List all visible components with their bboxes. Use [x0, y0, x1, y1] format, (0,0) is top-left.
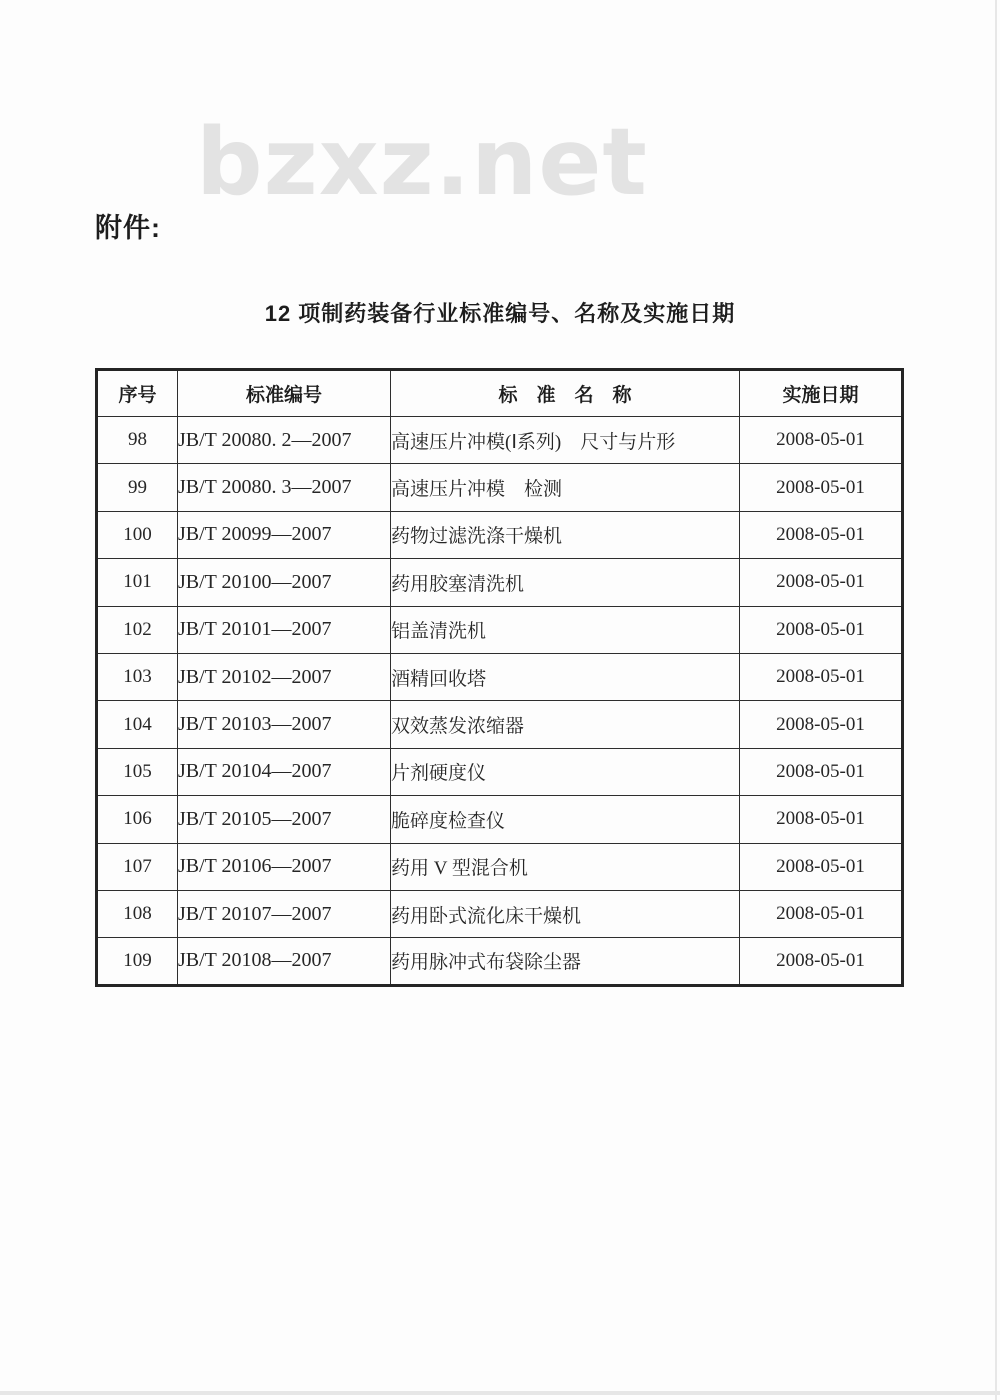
row-implementation-date: 2008-05-01 [740, 938, 903, 985]
row-standard-name: 高速压片冲模(Ⅰ系列) 尺寸与片形 [391, 417, 740, 464]
row-standard-name: 高速压片冲模 检测 [391, 464, 740, 511]
row-standard-name: 脆碎度检查仪 [391, 796, 740, 843]
table-row [97, 464, 903, 511]
row-standard-code: JB/T 20099—2007 [178, 511, 391, 558]
row-standard-code: JB/T 20107—2007 [178, 890, 391, 937]
column-header-serial-number: 序号 [97, 370, 178, 417]
row-standard-code: JB/T 20102—2007 [178, 653, 391, 700]
row-serial-number: 99 [97, 464, 178, 511]
attachment-label: 附件: [95, 213, 161, 243]
row-serial-number: 105 [97, 748, 178, 795]
row-standard-code: JB/T 20080. 2—2007 [178, 417, 391, 464]
row-standard-code: JB/T 20106—2007 [178, 843, 391, 890]
table-header-row [97, 370, 903, 417]
column-header-implementation-date: 实施日期 [740, 370, 903, 417]
table-row [97, 606, 903, 653]
row-serial-number: 108 [97, 890, 178, 937]
row-serial-number: 98 [97, 417, 178, 464]
row-standard-code: JB/T 20080. 3—2007 [178, 464, 391, 511]
row-serial-number: 104 [97, 701, 178, 748]
row-serial-number: 103 [97, 653, 178, 700]
row-standard-name: 片剂硬度仪 [391, 748, 740, 795]
row-standard-name: 药用 V 型混合机 [391, 843, 740, 890]
row-serial-number: 102 [97, 606, 178, 653]
row-implementation-date: 2008-05-01 [740, 464, 903, 511]
row-standard-name: 药用胶塞清洗机 [391, 559, 740, 606]
table-row [97, 511, 903, 558]
table-row [97, 653, 903, 700]
row-standard-code: JB/T 20101—2007 [178, 606, 391, 653]
table-body [97, 417, 903, 986]
row-implementation-date: 2008-05-01 [740, 606, 903, 653]
table-row [97, 748, 903, 795]
row-standard-code: JB/T 20100—2007 [178, 559, 391, 606]
column-header-standard-name: 标 准 名 称 [391, 370, 740, 417]
row-implementation-date: 2008-05-01 [740, 843, 903, 890]
row-implementation-date: 2008-05-01 [740, 417, 903, 464]
table-row [97, 890, 903, 937]
row-implementation-date: 2008-05-01 [740, 653, 903, 700]
row-implementation-date: 2008-05-01 [740, 559, 903, 606]
watermark-text: bzxz.net [196, 108, 648, 216]
row-standard-code: JB/T 20104—2007 [178, 748, 391, 795]
row-standard-name: 药用卧式流化床干燥机 [391, 890, 740, 937]
table-row [97, 559, 903, 606]
table-row [97, 843, 903, 890]
table-row [97, 417, 903, 464]
scan-edge-right [995, 0, 997, 1400]
row-implementation-date: 2008-05-01 [740, 890, 903, 937]
row-standard-name: 药用脉冲式布袋除尘器 [391, 938, 740, 985]
standards-table [95, 368, 904, 987]
row-standard-name: 双效蒸发浓缩器 [391, 701, 740, 748]
table-header [97, 370, 903, 417]
row-standard-code: JB/T 20103—2007 [178, 701, 391, 748]
row-standard-code: JB/T 20108—2007 [178, 938, 391, 985]
table-row [97, 701, 903, 748]
row-serial-number: 106 [97, 796, 178, 843]
row-standard-name: 酒精回收塔 [391, 653, 740, 700]
row-serial-number: 107 [97, 843, 178, 890]
row-serial-number: 109 [97, 938, 178, 985]
row-implementation-date: 2008-05-01 [740, 511, 903, 558]
row-standard-name: 药物过滤洗涤干燥机 [391, 511, 740, 558]
scan-edge-bottom [0, 1391, 1000, 1395]
table-row [97, 796, 903, 843]
page-title: 12 项制药装备行业标准编号、名称及实施日期 [264, 301, 736, 326]
row-standard-name: 铝盖清洗机 [391, 606, 740, 653]
row-implementation-date: 2008-05-01 [740, 701, 903, 748]
column-header-standard-code: 标准编号 [178, 370, 391, 417]
row-serial-number: 100 [97, 511, 178, 558]
table-row [97, 938, 903, 985]
row-serial-number: 101 [97, 559, 178, 606]
row-standard-code: JB/T 20105—2007 [178, 796, 391, 843]
row-implementation-date: 2008-05-01 [740, 748, 903, 795]
row-implementation-date: 2008-05-01 [740, 796, 903, 843]
